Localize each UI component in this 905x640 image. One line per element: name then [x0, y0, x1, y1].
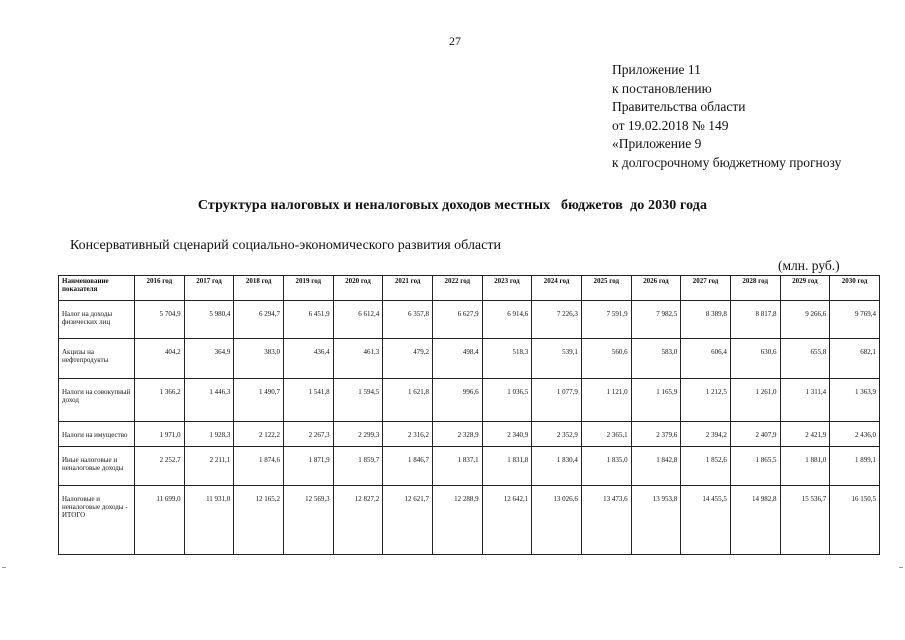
column-header: Наименование показателя — [59, 276, 135, 301]
value-cell: 12 642,1 — [482, 486, 532, 555]
value-cell: 1 928,3 — [184, 422, 234, 447]
value-cell: 518,3 — [482, 339, 532, 379]
value-cell: 6 451,9 — [283, 301, 333, 339]
value-cell: 1 971,0 — [135, 422, 185, 447]
table-row — [59, 301, 880, 339]
value-cell: 2 267,3 — [283, 422, 333, 447]
year-header: 2024 год — [532, 276, 582, 301]
appendix-line: к долгосрочному бюджетному прогнозу — [612, 154, 842, 170]
header-row — [59, 276, 880, 301]
value-cell: 6 914,6 — [482, 301, 532, 339]
value-cell: 2 299,3 — [333, 422, 383, 447]
units-label: (млн. руб.) — [778, 258, 840, 273]
appendix-line: Правительства области — [612, 99, 746, 114]
year-header: 2023 год — [482, 276, 532, 301]
value-cell: 12 827,2 — [333, 486, 383, 555]
value-cell: 2 394,2 — [681, 422, 731, 447]
value-cell: 12 165,2 — [234, 486, 284, 555]
appendix-line: Приложение 11 — [612, 62, 701, 77]
value-cell: 2 379,6 — [631, 422, 681, 447]
year-header: 2020 год — [333, 276, 383, 301]
value-cell: 1 899,1 — [830, 447, 880, 486]
value-cell: 8 389,8 — [681, 301, 731, 339]
value-cell: 1 121,0 — [581, 379, 631, 422]
value-cell: 14 455,5 — [681, 486, 731, 555]
value-cell: 583,0 — [631, 339, 681, 379]
appendix-line: к постановлению — [612, 80, 712, 96]
value-cell: 7 226,3 — [532, 301, 582, 339]
year-header: 2021 год — [383, 276, 433, 301]
value-cell: 9 769,4 — [830, 301, 880, 339]
value-cell: 6 627,9 — [432, 301, 482, 339]
scan-edge-mark — [2, 567, 6, 568]
value-cell: 383,0 — [234, 339, 284, 379]
value-cell: 479,2 — [383, 339, 433, 379]
value-cell: 14 982,8 — [730, 486, 780, 555]
value-cell: 1 311,4 — [780, 379, 830, 422]
value-cell: 7 591,9 — [581, 301, 631, 339]
value-cell: 461,3 — [333, 339, 383, 379]
value-cell: 1 077,9 — [532, 379, 582, 422]
value-cell: 1 366,2 — [135, 379, 185, 422]
value-cell: 1 871,9 — [283, 447, 333, 486]
value-cell: 12 288,9 — [432, 486, 482, 555]
value-cell: 655,8 — [780, 339, 830, 379]
value-cell: 1 212,5 — [681, 379, 731, 422]
value-cell: 11 699,0 — [135, 486, 185, 555]
value-cell: 1 541,8 — [283, 379, 333, 422]
value-cell: 13 953,8 — [631, 486, 681, 555]
row-label: Налоговые и неналоговые доходы - ИТОГО — [59, 486, 135, 555]
year-header: 2027 год — [681, 276, 731, 301]
scan-edge-mark — [899, 567, 903, 568]
year-header: 2026 год — [631, 276, 681, 301]
value-cell: 12 569,3 — [283, 486, 333, 555]
value-cell: 1 859,7 — [333, 447, 383, 486]
value-cell: 1 446,3 — [184, 379, 234, 422]
table-row — [59, 422, 880, 447]
value-cell: 1 490,7 — [234, 379, 284, 422]
value-cell: 560,6 — [581, 339, 631, 379]
year-header: 2018 год — [234, 276, 284, 301]
appendix-line: «Приложение 9 — [612, 136, 702, 151]
value-cell: 682,1 — [830, 339, 880, 379]
value-cell: 6 357,8 — [383, 301, 433, 339]
value-cell: 606,4 — [681, 339, 731, 379]
value-cell: 1 830,4 — [532, 447, 582, 486]
page-number: 27 — [449, 34, 461, 48]
value-cell: 11 931,0 — [184, 486, 234, 555]
value-cell: 2 421,9 — [780, 422, 830, 447]
value-cell: 5 704,9 — [135, 301, 185, 339]
value-cell: 1 363,9 — [830, 379, 880, 422]
year-header: 2025 год — [581, 276, 631, 301]
value-cell: 13 026,6 — [532, 486, 582, 555]
value-cell: 1 621,8 — [383, 379, 433, 422]
year-header: 2028 год — [730, 276, 780, 301]
revenue-table — [58, 275, 880, 555]
year-header: 2016 год — [135, 276, 185, 301]
value-cell: 2 352,9 — [532, 422, 582, 447]
value-cell: 13 473,6 — [581, 486, 631, 555]
value-cell: 630,6 — [730, 339, 780, 379]
value-cell: 1 837,1 — [432, 447, 482, 486]
value-cell: 8 817,8 — [730, 301, 780, 339]
value-cell: 12 621,7 — [383, 486, 433, 555]
value-cell: 1 852,6 — [681, 447, 731, 486]
value-cell: 2 316,2 — [383, 422, 433, 447]
value-cell: 1 846,7 — [383, 447, 433, 486]
value-cell: 1 165,9 — [631, 379, 681, 422]
value-cell: 996,6 — [432, 379, 482, 422]
value-cell: 498,4 — [432, 339, 482, 379]
value-cell: 1 881,0 — [780, 447, 830, 486]
value-cell: 2 340,9 — [482, 422, 532, 447]
value-cell: 1 594,5 — [333, 379, 383, 422]
appendix-line: от 19.02.2018 № 149 — [612, 117, 729, 133]
row-label: Иные налоговые и неналоговые доходы — [59, 447, 135, 486]
value-cell: 2 211,1 — [184, 447, 234, 486]
value-cell: 7 982,5 — [631, 301, 681, 339]
value-cell: 436,4 — [283, 339, 333, 379]
table-row — [59, 339, 880, 379]
table-row — [59, 447, 880, 486]
document-title: Структура налоговых и неналоговых доходов местных бюджетов до 2030 года — [197, 198, 708, 213]
value-cell: 2 365,1 — [581, 422, 631, 447]
value-cell: 1 835,0 — [581, 447, 631, 486]
row-label: Акцизы на нефтепродукты — [59, 339, 135, 379]
value-cell: 404,2 — [135, 339, 185, 379]
value-cell: 2 436,0 — [830, 422, 880, 447]
value-cell: 2 252,7 — [135, 447, 185, 486]
value-cell: 1 036,5 — [482, 379, 532, 422]
value-cell: 9 266,6 — [780, 301, 830, 339]
value-cell: 5 980,4 — [184, 301, 234, 339]
year-header: 2029 год — [780, 276, 830, 301]
value-cell: 2 122,2 — [234, 422, 284, 447]
row-label: Налог на доходы физических лиц — [59, 301, 135, 339]
value-cell: 1 865,5 — [730, 447, 780, 486]
appendix-block — [612, 61, 841, 172]
table-row — [59, 486, 880, 555]
value-cell: 1 842,8 — [631, 447, 681, 486]
value-cell: 6 612,4 — [333, 301, 383, 339]
value-cell: 1 831,8 — [482, 447, 532, 486]
value-cell: 6 294,7 — [234, 301, 284, 339]
year-header: 2017 год — [184, 276, 234, 301]
year-header: 2019 год — [283, 276, 333, 301]
value-cell: 2 407,9 — [730, 422, 780, 447]
value-cell: 1 874,6 — [234, 447, 284, 486]
year-header: 2030 год — [830, 276, 880, 301]
value-cell: 15 536,7 — [780, 486, 830, 555]
value-cell: 364,9 — [184, 339, 234, 379]
value-cell: 539,1 — [532, 339, 582, 379]
year-header: 2022 год — [432, 276, 482, 301]
row-label: Налоги на имущество — [59, 422, 135, 447]
value-cell: 2 328,9 — [432, 422, 482, 447]
scenario-subtitle: Консервативный сценарий социально-экономического развития области — [70, 238, 501, 253]
value-cell: 1 261,0 — [730, 379, 780, 422]
value-cell: 16 150,5 — [830, 486, 880, 555]
row-label: Налоги на совокупный доход — [59, 379, 135, 422]
table-row — [59, 379, 880, 422]
